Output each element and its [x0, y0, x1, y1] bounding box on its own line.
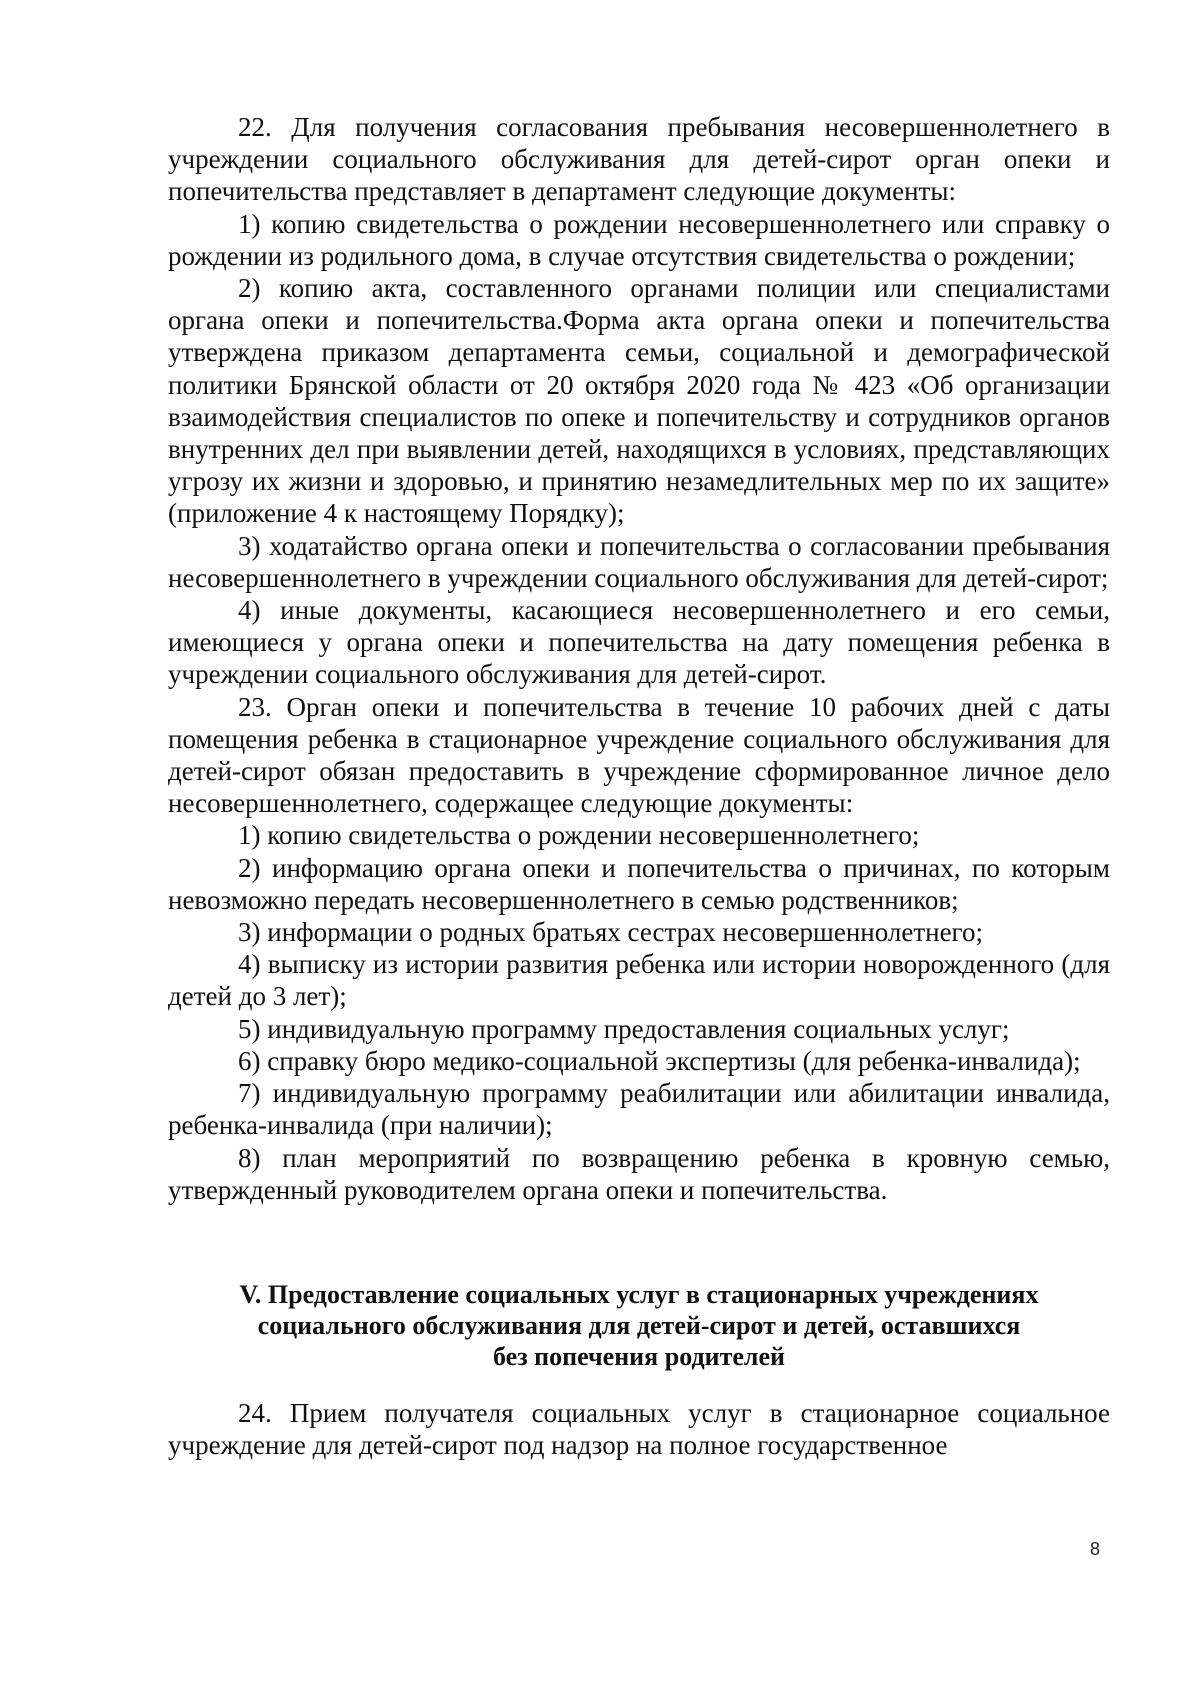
section-heading-line: V. Предоставление социальных услуг в стационарных учреждениях: [239, 1279, 1039, 1309]
list-item-23-7: 7) индивидуальную программу реабилитации или абилитации инвалида, ребенка-инвалида (при наличии);: [168, 1078, 1110, 1141]
section-heading-line: без попечения родителей: [493, 1341, 785, 1371]
paragraph-24: 24. Прием получателя социальных услуг в стационарное социальное учреждение для детей-сирот под надзор на полное государственное: [168, 1397, 1110, 1461]
list-item-23-2: 2) информацию органа опеки и попечительства о причинах, по которым невозможно передать несовершеннолетнего в семью родственников;: [168, 852, 1110, 915]
list-item-23-3: 3) информации о родных братьях сестрах несовершеннолетнего;: [238, 917, 983, 948]
list-item-23-6: 6) справку бюро медико-социальной экспертизы (для ребенка-инвалида);: [238, 1045, 1081, 1076]
list-item-23-5: 5) индивидуальную программу предоставления социальных услуг;: [238, 1013, 1010, 1044]
list-item-23-1: 1) копию свидетельства о рождении несовершеннолетнего;: [238, 820, 920, 851]
list-item-22-2: 2) копию акта, составленного органами полиции или специалистами органа опеки и попечительства.Форма акта органа опеки и попечительства утверждена приказом департамента семьи, социальной и демографической политики Брянской области от 20 октября 2020 года № 423 «Об организации взаимодействия специалистов по опеке и попечительству и сотрудников органов внутренних дел при выявлении детей, находящихся в условиях, представляющих угрозу их жизни и здоровью, и принятию незамедлительных мер по их защите» (приложение 4 к настоящему Порядку);: [168, 273, 1110, 529]
list-item-23-8: 8) план мероприятий по возвращению ребенка в кровную семью, утвержденный руководителем органа опеки и попечительства.: [168, 1142, 1110, 1205]
list-item-22-1: 1) копию свидетельства о рождении несовершеннолетнего или справку о рождении из родильного дома, в случае отсутствия свидетельства о рождении;: [168, 208, 1110, 271]
list-item-23-4: 4) выписку из истории развития ребенка или истории новорожденного (для детей до 3 лет);: [168, 949, 1110, 1012]
paragraph-22: 22. Для получения согласования пребывания несовершеннолетнего в учреждении социального обслуживания для детей-сирот орган опеки и попечительства представляет в департамент следующие документы:: [168, 112, 1110, 207]
page-number: 8: [1090, 1539, 1101, 1559]
section-heading: [168, 1279, 1110, 1372]
list-item-22-3: 3) ходатайство органа опеки и попечительства о согласовании пребывания несовершеннолетнего в учреждении социального обслуживания для детей-сирот;: [168, 530, 1110, 593]
section-heading-line: социального обслуживания для детей-сирот и детей, оставшихся: [257, 1310, 1021, 1340]
list-item-22-4: 4) иные документы, касающиеся несовершеннолетнего и его семьи, имеющиеся у органа опеки и попечительства на дату помещения ребенка в учреждении социального обслуживания для детей-сирот.: [168, 595, 1110, 690]
paragraph-23: 23. Орган опеки и попечительства в течение 10 рабочих дней с даты помещения ребенка в стационарное учреждение социального обслуживания для детей-сирот обязан предоставить в учреждение сформированное личное дело несовершеннолетнего, содержащее следующие документы:: [168, 691, 1110, 819]
document-page: [168, 111, 1110, 1461]
